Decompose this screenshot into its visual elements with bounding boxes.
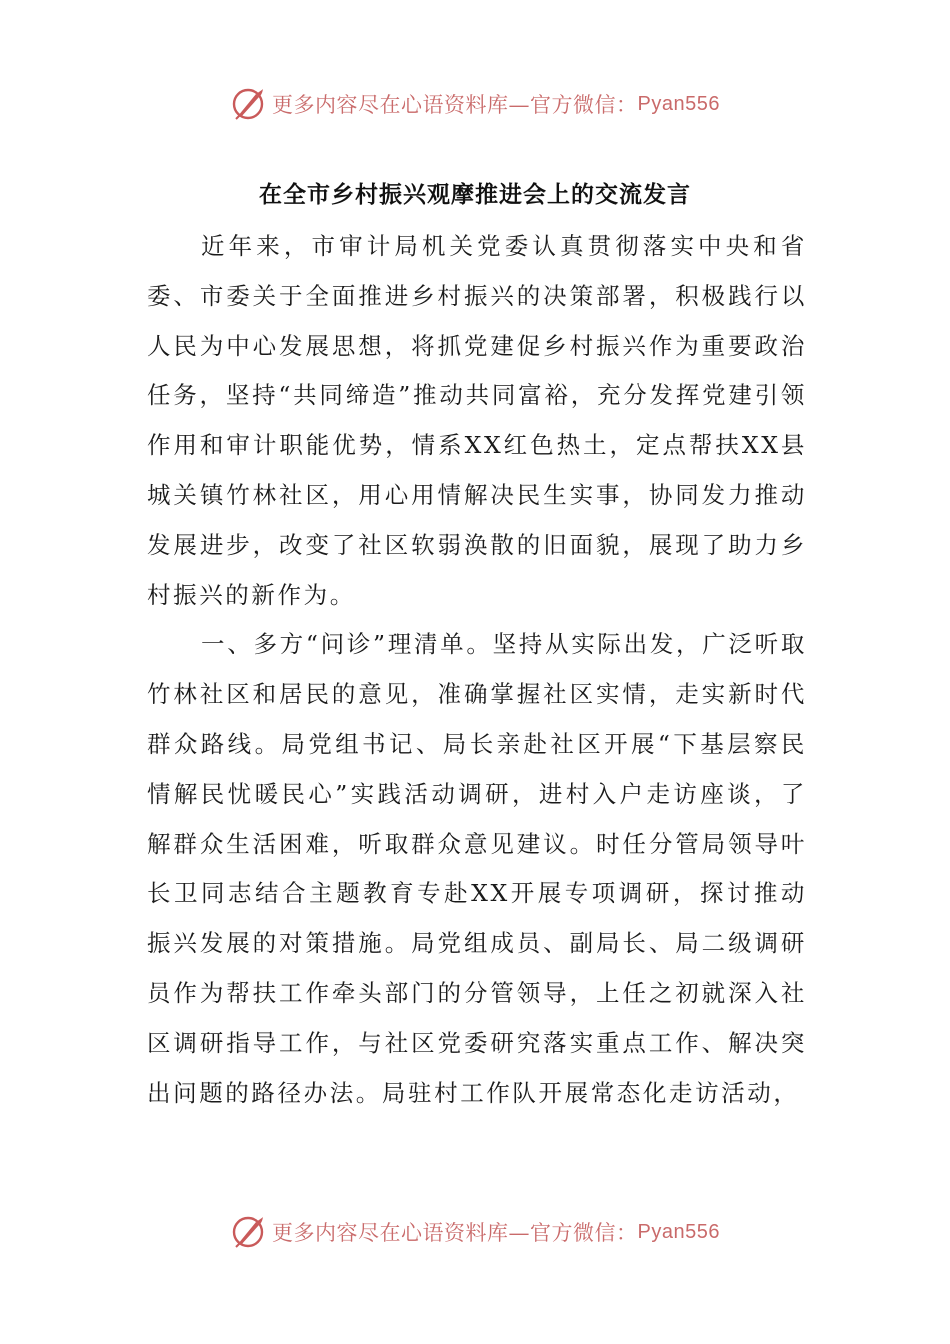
banner-text: 更多内容尽在心语资料库—官方微信： [272, 93, 638, 117]
document-body [147, 222, 807, 1118]
quill-pen-logo-icon [230, 1214, 266, 1250]
document-title: 在全市乡村振兴观摩推进会上的交流发言 [259, 182, 691, 208]
banner-wechat-handle: Pyan556 [637, 92, 720, 115]
paragraph: 一、多方“问诊”理清单。坚持从实际出发，广泛听取竹林社区和居民的意见，准确掌握社区实情，走实新时代群众路线。局党组书记、局长亲赴社区开展“下基层察民情解民忧暖民心”实践活动调研，进村入户走访座谈，了解群众生活困难，听取群众意见建议。时任分管局领导叶长卫同志结合主题教育专赴XX开展专项调研，探讨推动振兴发展的对策措施。局党组成员、副局长、局二级调研员作为帮扶工作牵头部门的分管领导，上任之初就深入社区调研指导工作，与社区党委研究落实重点工作、解决突出问题的路径办法。局驻村工作队开展常态化走访活动， [147, 630, 807, 1107]
quill-pen-logo-icon [230, 86, 266, 122]
header-watermark-banner [0, 80, 950, 128]
footer-watermark-banner [0, 1208, 950, 1256]
paragraph: 近年来，市审计局机关党委认真贯彻落实中央和省委、市委关于全面推进乡村振兴的决策部署，积极践行以人民为中心发展思想，将抓党建促乡村振兴作为重要政治任务，坚持“共同缔造”推动共同富裕，充分发挥党建引领作用和审计职能优势，情系XX红色热土，定点帮扶XX县城关镇竹林社区，用心用情解决民生实事，协同发力推动发展进步，改变了社区软弱涣散的旧面貌，展现了助力乡村振兴的新作为。 [147, 232, 807, 609]
banner-text: 更多内容尽在心语资料库—官方微信： [272, 1221, 638, 1245]
banner-wechat-handle: Pyan556 [637, 1220, 720, 1243]
